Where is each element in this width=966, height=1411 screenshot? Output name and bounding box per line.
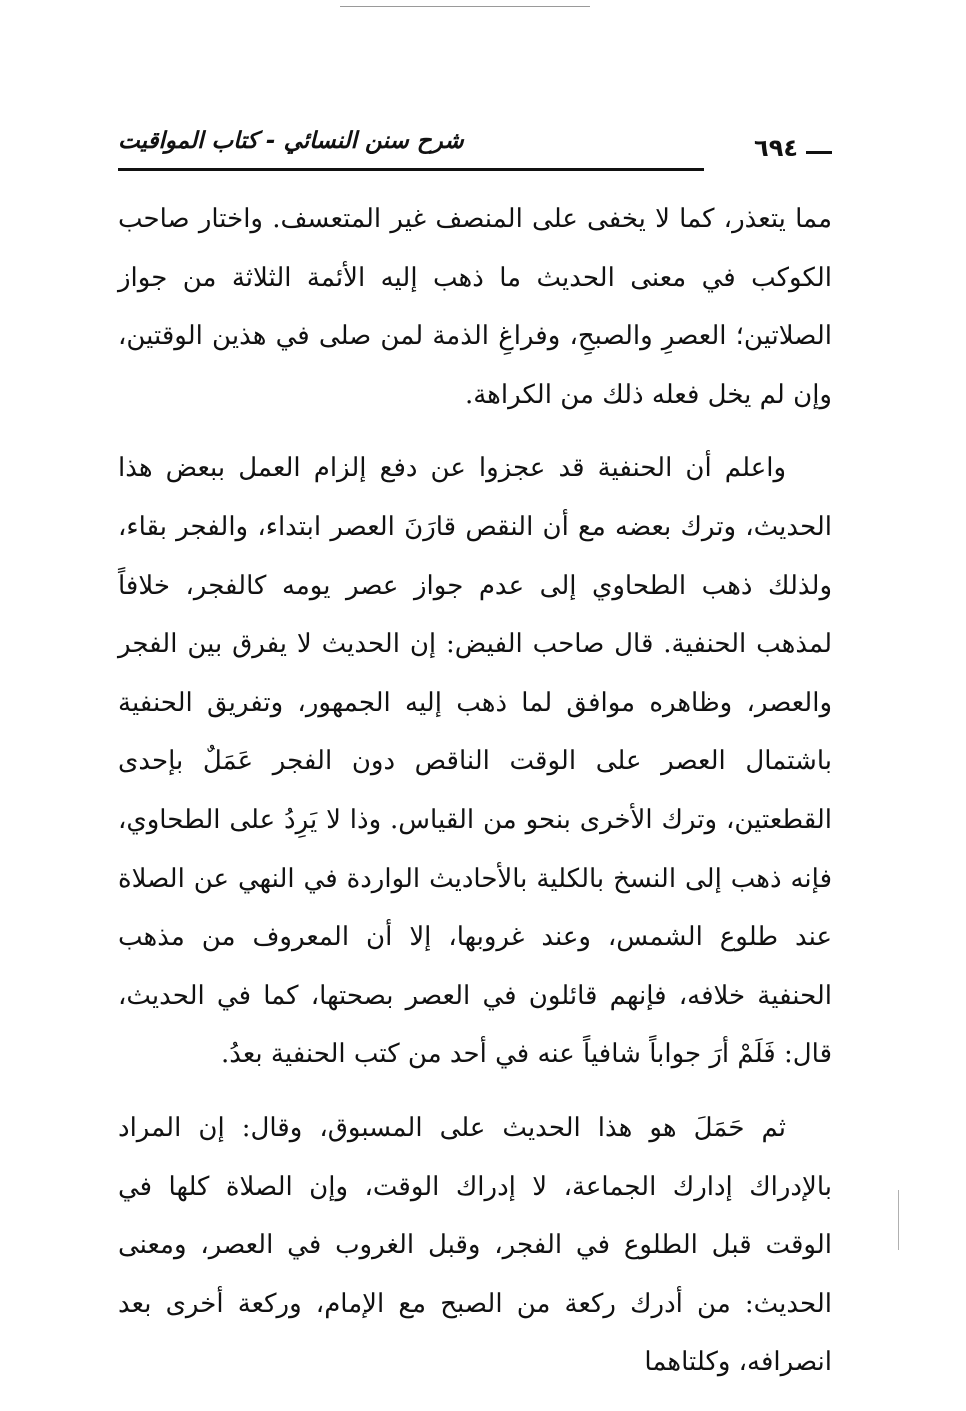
header-title: شرح سنن النسائي - كتاب المواقيت bbox=[118, 128, 464, 154]
page-number-dash bbox=[806, 151, 832, 154]
top-edge-rule bbox=[340, 6, 590, 7]
page-number: ٦٩٤ bbox=[754, 134, 798, 162]
paragraph-1: مما يتعذر، كما لا يخفى على المنصف غير المتعسف. واختار صاحب الكوكب في معنى الحديث ما ذهب إليه الأئمة الثلاثة من جواز الصلاتين؛ العصرِ والصبحِ، وفراغِ الذمة لمن صلى في هذين الوقتين، وإن لم يخل فعله ذلك من الكراهة. bbox=[118, 204, 832, 410]
paragraph-3: ثم حَمَلَ هو هذا الحديث على المسبوق، وقال: إن المراد بالإدراك إدارك الجماعة، لا إدراك الوقت، وإن الصلاة كلها في الوقت قبل الطلوع في الفجر، وقبل الغروب في العصر، ومعنى الحديث: من أدرك ركعة من الصبح مع الإمام، وركعة أخرى بعد انصرافه، وكلتاهما bbox=[118, 1112, 832, 1378]
margin-scan-mark bbox=[898, 1190, 899, 1250]
paragraph-2: واعلم أن الحنفية قد عجزوا عن دفع إلزام العمل ببعض هذا الحديث، وترك بعضه مع أن النقص قارَنَ العصر ابتداء، والفجر بقاء، ولذلك ذهب الطحاوي إلى عدم جواز عصر يومه كالفجر، خلافاً لمذهب الحنفية. قال صاحب الفيض: إن الحديث لا يفرق بين الفجر والعصر، وظاهره موافق لما ذهب إليه الجمهور، وتفريق الحنفية باشتمال العصر على الوقت الناقص دون الفجر عَمَلٌ بإحدى القطعتين، وترك الأخرى بنحو من القياس. وذا لا يَرِدُ على الطحاوي، فإنه ذهب إلى النسخ بالكلية بالأحاديث الواردة في النهي عن الصلاة عند طلوع الشمس، وعند غروبها، إلا أن المعروف من مذهب الحنفية خلافه، فإنهم قائلون في العصر بصحتها، كما في الحديث، قال: فَلَمْ أرَ جواباً شافياً عنه في أحد من كتب الحنفية بعدُ. bbox=[118, 453, 832, 1070]
body-text bbox=[118, 190, 832, 1407]
running-header bbox=[118, 118, 832, 174]
header-rule bbox=[118, 168, 704, 171]
